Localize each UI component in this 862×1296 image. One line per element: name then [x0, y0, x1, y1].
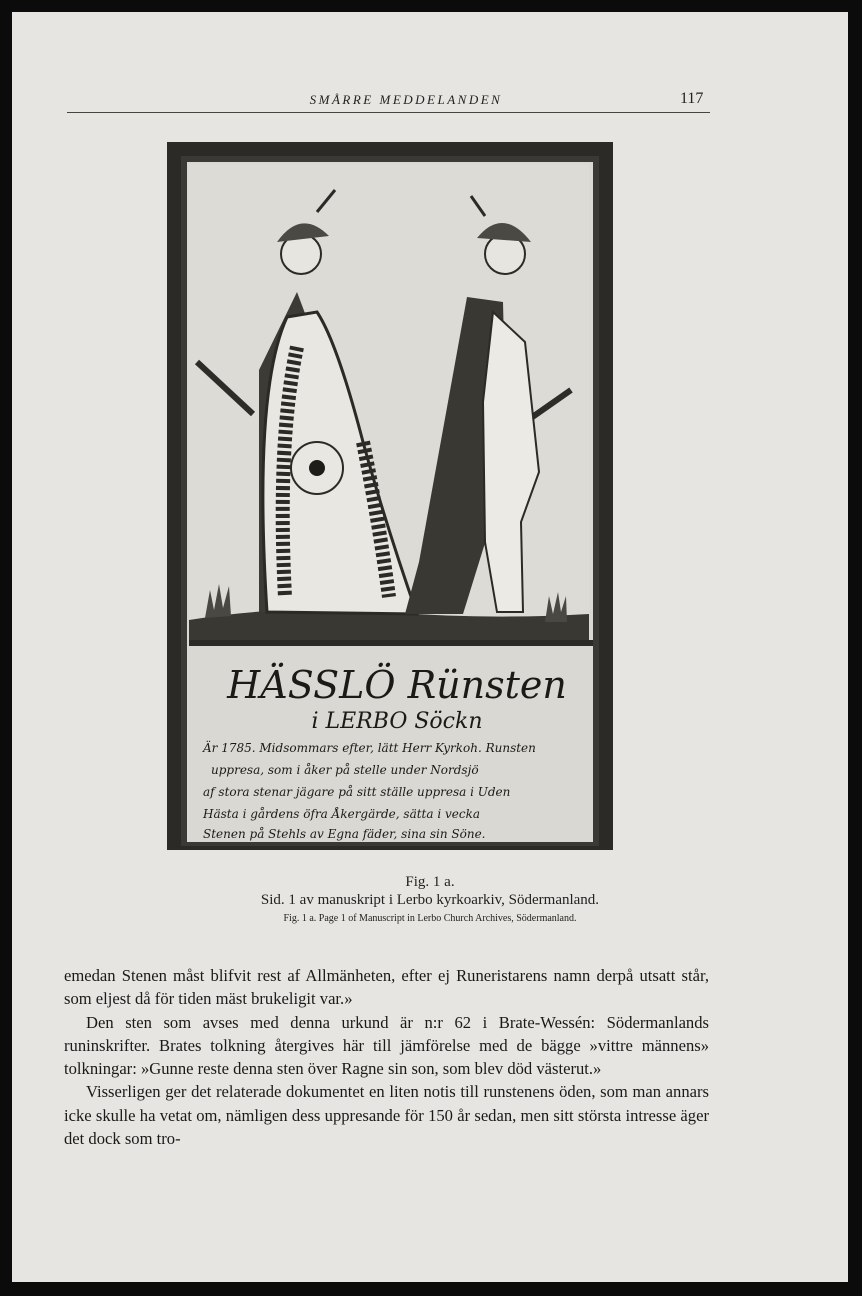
- paragraph: Visserligen ger det relaterade dokumentet en liten notis till runstenens öden, som man annars icke skulle ha vetat om, nämligen dess uppresande för 150 år sedan, men sitt största intresse äger det dock som tro-: [64, 1082, 709, 1149]
- script-line: Hästa i gårdens öfra Åkergärde, sätta i vecka: [203, 807, 481, 821]
- script-line: uppresa, som i åker på stelle under Nordsjö: [211, 763, 479, 777]
- paragraph: Den sten som avses med denna urkund är n:r 62 i Brate-Wessén: Södermanlands runinskrifter. Brates tolkning återgives här till jämförelse med de bägge »vittre männens» tolkningar: »Gunne reste denna sten över Ragne sin son, som blev död västerut.»: [64, 1012, 709, 1079]
- page-number: 117: [680, 90, 704, 107]
- script-line: Stenen på Stehls av Egna fäder, sina sin Söne.: [203, 827, 486, 841]
- figure-number: Fig. 1 a.: [405, 874, 455, 890]
- script-line: Är 1785. Midsommars efter, lätt Herr Kyrkoh. Runsten: [203, 741, 536, 755]
- manuscript-figure: [167, 142, 613, 850]
- paragraph: emedan Stenen måst blifvit rest af Allmänheten, efter ej Runeristarens namn derpå utsatt står, som eljest då för tiden mäst brukeligit var.»: [64, 966, 709, 1009]
- manuscript-subtitle: i LERBO Söckn: [311, 709, 483, 734]
- cross-center: [309, 460, 325, 476]
- script-line: af stora stenar jägare på sitt ställe uppresa i Uden: [203, 785, 511, 799]
- running-title: SMÅRRE MEDDELANDEN: [309, 92, 503, 107]
- figure-caption-english: Fig. 1 a. Page 1 of Manuscript in Lerbo Church Archives, Södermanland.: [283, 913, 577, 924]
- manuscript-title: HÄSSLÖ Rünsten: [227, 663, 567, 707]
- figure-caption-swedish: Sid. 1 av manuskript i Lerbo kyrkoarkiv, Södermanland.: [260, 892, 600, 908]
- header-rule: [67, 112, 710, 113]
- manuscript-illustration: [167, 142, 613, 850]
- body-text: [64, 964, 709, 1150]
- panel-divider: [189, 640, 593, 646]
- book-page: [12, 12, 848, 1282]
